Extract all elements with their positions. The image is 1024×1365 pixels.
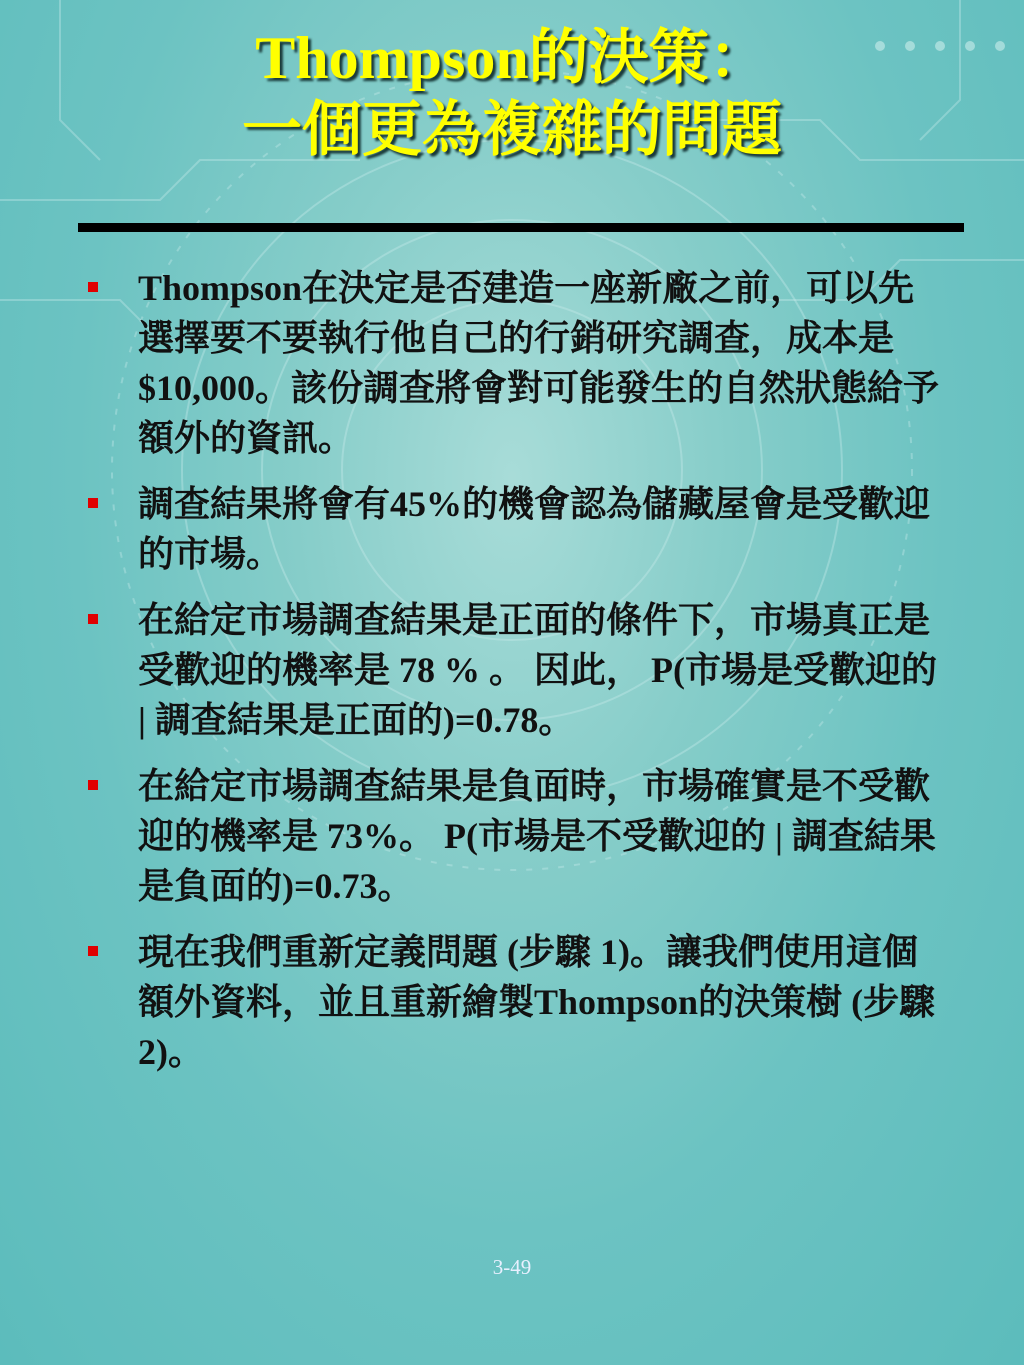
bullet-item — [84, 595, 944, 745]
title-divider — [78, 223, 964, 232]
square-bullet-icon — [88, 282, 98, 292]
title-line-1: Thompson的決策： — [255, 25, 769, 91]
bullet-text: 現在我們重新定義問題 (步驟 1)。讓我們使用這個額外資料，並且重新繪製Thompson的決策樹 (步驟 2)。 — [138, 932, 936, 1072]
bullet-text: 在給定市場調查結果是正面的條件下，市場真正是受歡迎的機率是 78 % 。 因此， P(市場是受歡迎的 | 調查結果是正面的)=0.78。 — [138, 600, 937, 740]
title-line-2: 一個更為複雜的問題 — [242, 97, 782, 163]
page-number: 3-49 — [492, 1255, 532, 1279]
bullet-item — [84, 479, 944, 579]
bullet-text: Thompson在決定是否建造一座新廠之前，可以先選擇要不要執行他自己的行銷研究調查，成本是$10,000。該份調查將會對可能發生的自然狀態給予額外的資訊。 — [138, 268, 940, 458]
bullet-item — [84, 263, 944, 463]
square-bullet-icon — [88, 614, 98, 624]
bullet-text: 在給定市場調查結果是負面時，市場確實是不受歡迎的機率是 73%。 P(市場是不受歡迎的 | 調查結果是負面的)=0.73。 — [138, 766, 936, 906]
square-bullet-icon — [88, 780, 98, 790]
bullet-text: 調查結果將會有45%的機會認為儲藏屋會是受歡迎的市場。 — [138, 484, 931, 574]
square-bullet-icon — [88, 498, 98, 508]
square-bullet-icon — [88, 946, 98, 956]
bullet-item — [84, 761, 944, 911]
slide-title — [0, 22, 1024, 166]
bullet-item — [84, 927, 944, 1077]
bullet-list — [84, 263, 944, 1093]
